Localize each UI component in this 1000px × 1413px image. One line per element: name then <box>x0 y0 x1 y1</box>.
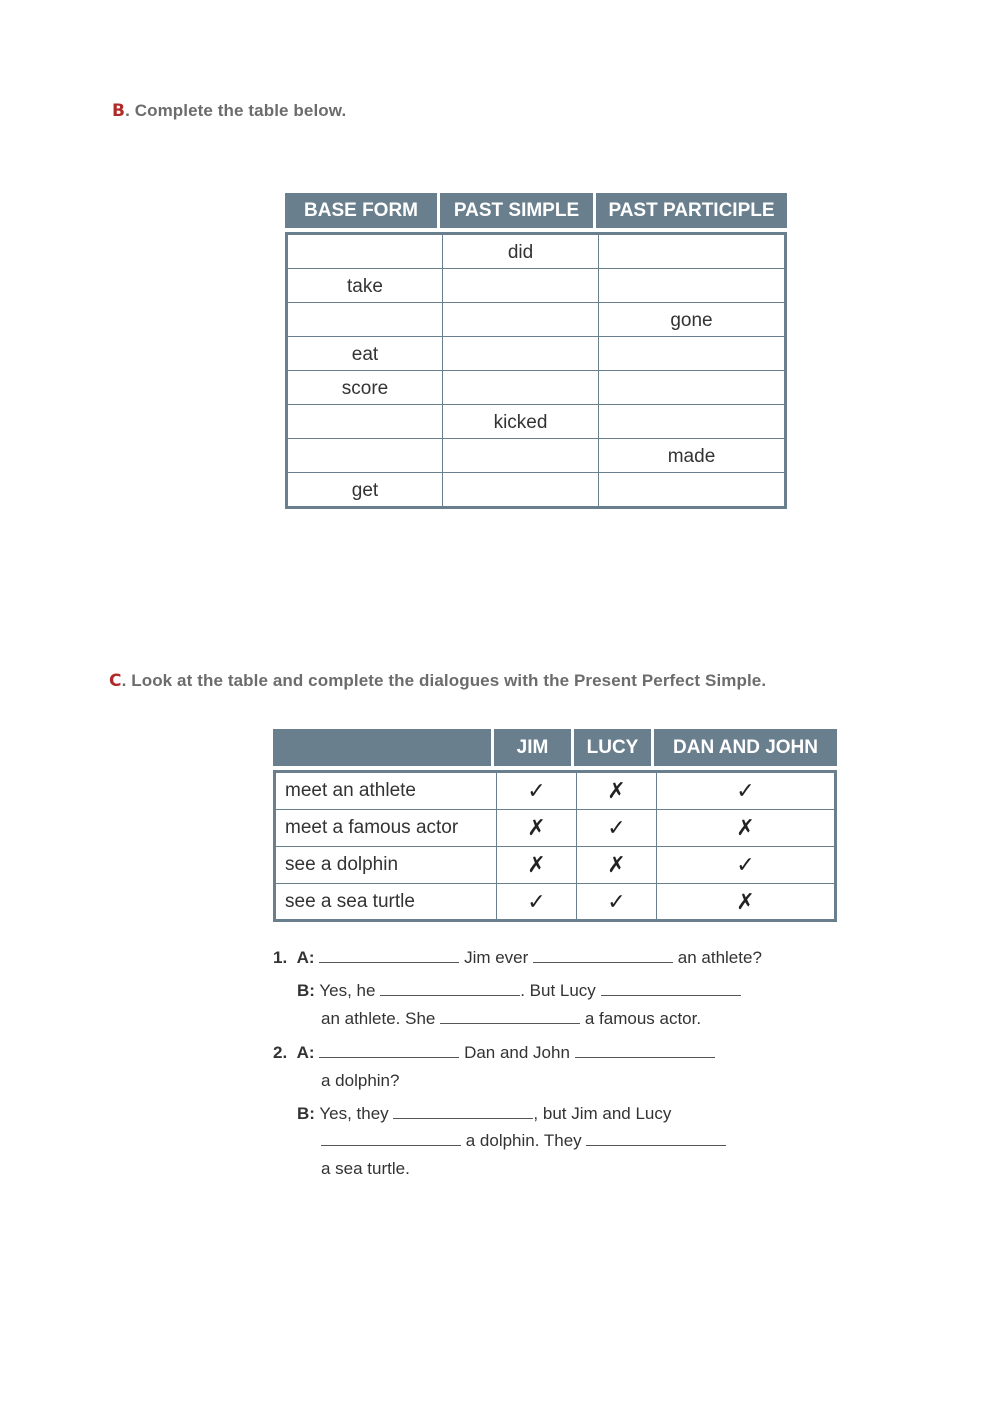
blank-input[interactable] <box>319 948 459 963</box>
past-simple-cell[interactable] <box>443 303 599 336</box>
dialogue-2-number: 2. <box>273 1043 288 1062</box>
dialogue-2-speaker-a: A: <box>296 1043 315 1062</box>
blank-input[interactable] <box>533 948 673 963</box>
section-c-letter: C <box>109 671 122 691</box>
dialogue-text: , but Jim and Lucy <box>533 1104 672 1123</box>
dialogue-1-line-a <box>273 948 762 968</box>
blank-input[interactable] <box>321 1131 461 1146</box>
cross-icon: ✗ <box>577 847 657 883</box>
dialogue-text: Yes, he <box>319 981 376 1000</box>
past-participle-cell: made <box>667 445 716 467</box>
base-form-cell[interactable] <box>288 439 443 472</box>
header-activity <box>273 729 494 766</box>
past-simple-cell[interactable] <box>443 473 599 506</box>
check-icon: ✓ <box>497 884 577 919</box>
dialogue-1-line-b2 <box>321 1009 701 1029</box>
past-participle-cell[interactable] <box>599 473 784 506</box>
verb-table-header <box>285 193 787 228</box>
cross-icon: ✗ <box>736 815 755 840</box>
dialogue-text: a famous actor. <box>584 1009 702 1028</box>
past-simple-cell: did <box>443 235 599 268</box>
dialogue-1-speaker-a: A: <box>296 948 315 967</box>
dialogue-text: Jim ever <box>464 948 529 967</box>
past-participle-cell[interactable] <box>599 371 784 404</box>
experience-table-row <box>276 773 834 810</box>
activity-cell: see a sea turtle <box>276 884 497 919</box>
blank-input[interactable] <box>601 981 741 996</box>
dialogue-1-speaker-b: B: <box>297 981 315 1000</box>
blank-input[interactable] <box>575 1043 715 1058</box>
activity-cell: meet an athlete <box>276 773 497 809</box>
header-past-participle: PAST PARTICIPLE <box>596 193 787 228</box>
section-b-instruction: . Complete the table below. <box>125 101 347 120</box>
experience-table-row <box>276 884 834 919</box>
section-c-instruction: . Look at the table and complete the dialogues with the Present Perfect Simple. <box>121 671 767 690</box>
header-dan-and-john: DAN AND JOHN <box>654 729 837 766</box>
verb-table-body <box>285 232 787 509</box>
section-c-title <box>109 671 766 691</box>
base-form-cell[interactable] <box>288 235 443 268</box>
verb-table-row <box>288 473 784 506</box>
blank-input[interactable] <box>380 981 520 996</box>
dialogue-2-line-a <box>273 1043 715 1063</box>
dialogue-2-line-b1 <box>297 1104 671 1124</box>
verb-table-row <box>288 405 784 439</box>
past-participle-cell[interactable] <box>599 269 784 302</box>
section-b-title <box>112 101 346 121</box>
verb-table-row <box>288 303 784 337</box>
check-icon: ✓ <box>736 778 755 803</box>
dialogue-text: a sea turtle. <box>321 1159 410 1178</box>
dialogue-2-line-b3 <box>321 1159 410 1179</box>
past-simple-cell[interactable] <box>443 337 599 370</box>
cross-icon: ✗ <box>497 810 577 846</box>
check-icon: ✓ <box>497 773 577 809</box>
base-form-cell[interactable] <box>288 405 443 438</box>
past-participle-cell[interactable] <box>599 235 784 268</box>
past-participle-cell[interactable] <box>599 405 784 438</box>
blank-input[interactable] <box>440 1009 580 1024</box>
header-jim: JIM <box>494 729 574 766</box>
cross-icon: ✗ <box>736 888 755 914</box>
experience-table-body <box>273 770 837 922</box>
verb-table-row <box>288 269 784 303</box>
dialogue-2-line-b2 <box>321 1131 726 1151</box>
base-form-cell[interactable] <box>288 303 443 336</box>
past-simple-cell[interactable] <box>443 439 599 472</box>
verb-table-row <box>288 371 784 405</box>
past-participle-cell[interactable] <box>599 337 784 370</box>
dialogue-text: a dolphin? <box>321 1071 400 1090</box>
blank-input[interactable] <box>586 1131 726 1146</box>
verb-table-row <box>288 337 784 371</box>
verb-table-row <box>288 235 784 269</box>
base-form-cell: score <box>288 371 443 404</box>
base-form-cell: get <box>288 473 443 506</box>
verb-forms-table <box>285 193 787 509</box>
header-lucy: LUCY <box>574 729 654 766</box>
verb-table-row <box>288 439 784 473</box>
blank-input[interactable] <box>393 1104 533 1119</box>
activity-cell: meet a famous actor <box>276 810 497 846</box>
header-past-simple: PAST SIMPLE <box>440 193 596 228</box>
dialogue-2-line-a2 <box>321 1071 399 1091</box>
past-simple-cell[interactable] <box>443 371 599 404</box>
past-participle-cell: gone <box>670 309 713 331</box>
base-form-cell: eat <box>288 337 443 370</box>
dialogue-text: . But Lucy <box>520 981 596 1000</box>
cross-icon: ✗ <box>497 847 577 883</box>
cross-icon: ✗ <box>577 773 657 809</box>
activity-cell: see a dolphin <box>276 847 497 883</box>
dialogue-1-line-b1 <box>297 981 741 1001</box>
experience-table <box>273 729 837 922</box>
dialogue-text: Dan and John <box>464 1043 570 1062</box>
dialogue-text: an athlete? <box>677 948 762 967</box>
check-icon: ✓ <box>577 884 657 919</box>
check-icon: ✓ <box>736 852 755 877</box>
base-form-cell: take <box>288 269 443 302</box>
experience-table-row <box>276 810 834 847</box>
dialogue-2-speaker-b: B: <box>297 1104 315 1123</box>
blank-input[interactable] <box>319 1043 459 1058</box>
experience-table-row <box>276 847 834 884</box>
dialogue-1-number: 1. <box>273 948 288 967</box>
past-simple-cell: kicked <box>443 405 599 438</box>
header-base-form: BASE FORM <box>285 193 440 228</box>
dialogue-text: an athlete. She <box>321 1009 436 1028</box>
experience-table-header <box>273 729 837 766</box>
past-simple-cell[interactable] <box>443 269 599 302</box>
dialogue-text: a dolphin. They <box>465 1131 582 1150</box>
section-b-letter: B <box>112 101 126 121</box>
dialogue-text: Yes, they <box>319 1104 389 1123</box>
check-icon: ✓ <box>577 810 657 846</box>
